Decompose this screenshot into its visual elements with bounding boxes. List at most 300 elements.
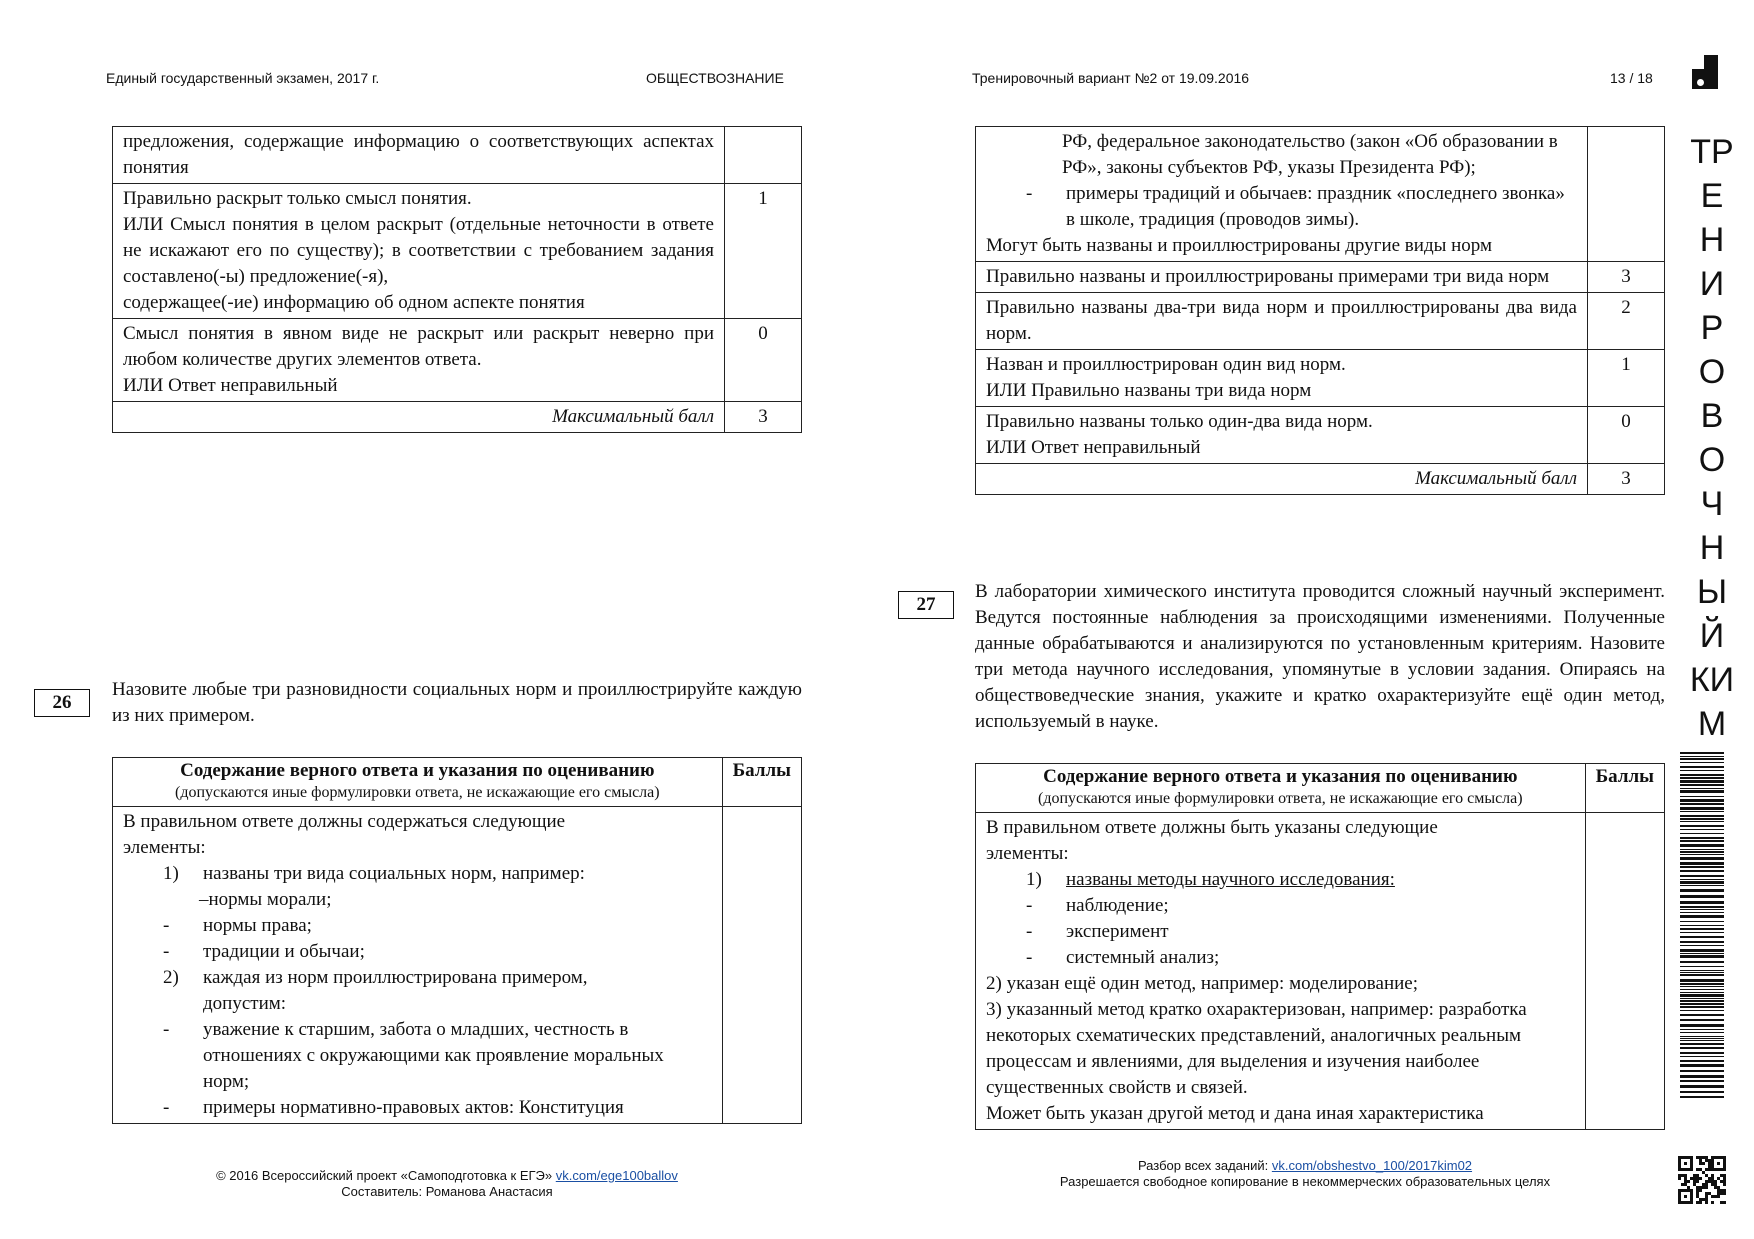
qr-module [1699,1162,1702,1165]
barcode-bar [1680,1091,1724,1093]
barcode-bar [1680,1010,1724,1011]
qr-module [1684,1180,1687,1183]
barcode-bar [1680,1014,1724,1016]
qr-module [1678,1195,1681,1198]
qr-module [1720,1180,1723,1183]
points-cell [725,127,802,184]
qr-module [1711,1195,1714,1198]
qr-module [1714,1168,1717,1171]
analysis-link[interactable]: vk.com/obshestvo_100/2017kim02 [1271,1158,1473,1173]
barcode-bar [1680,1075,1724,1078]
qr-module [1723,1189,1726,1192]
side-watermark-text [1677,130,1747,746]
qr-module [1693,1183,1696,1186]
qr-module [1699,1156,1702,1159]
qr-module [1723,1183,1726,1186]
qr-module [1690,1195,1693,1198]
qr-module [1690,1162,1693,1165]
qr-module [1696,1168,1699,1171]
barcode-bar [1680,921,1724,922]
qr-module [1723,1156,1726,1159]
barcode-bar [1680,1047,1724,1049]
scoring-table-26 [112,757,802,1124]
qr-module [1714,1195,1717,1198]
qr-code-icon [1678,1156,1726,1204]
qr-module [1678,1174,1681,1177]
answer-content-cell [113,807,723,1124]
criteria-cell [113,319,725,402]
qr-module [1687,1201,1690,1204]
qr-module [1696,1195,1699,1198]
answer-intro: В правильном ответе должны быть указаны следующие элементы: [986,817,1438,864]
subject-title: ОБЩЕСТВОЗНАНИЕ [646,70,784,86]
barcode-bar [1680,849,1724,850]
qr-module [1699,1198,1702,1201]
qr-module [1687,1180,1690,1183]
qr-module [1714,1180,1717,1183]
qr-module [1711,1159,1714,1162]
list-item: 2) указан ещё один метод, например: моделирование; [986,973,1418,994]
qr-module [1681,1201,1684,1204]
qr-module [1723,1168,1726,1171]
note-line: Может быть указан другой метод и дана иная характеристика [986,1103,1484,1124]
qr-module [1717,1156,1720,1159]
barcode-bar [1680,770,1724,771]
side-letter: КИ [1689,661,1735,699]
qr-module [1702,1186,1705,1189]
max-score-label: Максимальный балл [113,402,725,433]
qr-module [1705,1192,1708,1195]
barcode-bar [1680,972,1724,973]
qr-module [1690,1192,1693,1195]
barcode-bar [1680,909,1724,910]
barcode-bar [1680,799,1724,802]
qr-module [1687,1186,1690,1189]
side-letter: О [1698,353,1726,391]
header-sub: (допускаются иные формулировки ответа, не искажающие его смысла) [1038,790,1523,807]
barcode-bar [1680,875,1724,877]
points-header: Баллы [722,758,801,807]
barcode-bar [1680,970,1724,971]
criteria-line: Правильно названы только один-два вида норм. [986,411,1373,432]
points-cell: 0 [725,319,802,402]
barcode-bar [1680,915,1724,918]
points-cell: 1 [725,184,802,319]
criteria-line: Смысл понятия в явном виде не раскрыт или раскрыт неверно при любом количестве других элементов ответа. [123,323,714,370]
qr-module [1681,1156,1684,1159]
scoring-table-27 [975,763,1665,1130]
qr-module [1705,1174,1708,1177]
qr-module [1720,1192,1723,1195]
qr-module [1696,1189,1699,1192]
qr-module [1678,1156,1681,1159]
qr-module [1690,1198,1693,1201]
qr-module [1702,1162,1705,1165]
qr-module [1723,1174,1726,1177]
qr-module [1687,1156,1690,1159]
qr-module [1714,1186,1717,1189]
table-header [113,758,723,807]
qr-module [1714,1183,1717,1186]
barcode-bar [1680,953,1724,954]
barcode-bar [1680,906,1724,908]
list-item: 1) названы методы научного исследования: [1026,869,1395,890]
points-cell: 0 [1588,407,1665,464]
barcode-bar [1680,840,1724,842]
qr-module [1693,1177,1696,1180]
qr-module [1699,1201,1702,1204]
qr-module [1705,1195,1708,1198]
barcode-bar [1680,998,1724,999]
qr-module [1708,1180,1711,1183]
qr-module [1717,1177,1720,1180]
barcode-bar [1680,844,1724,847]
max-score-label: Максимальный балл [976,464,1588,495]
qr-module [1717,1168,1720,1171]
qr-module [1684,1156,1687,1159]
qr-module [1708,1162,1711,1165]
side-letter: ТР [1690,133,1734,171]
barcode-bar [1680,928,1724,930]
qr-module [1702,1171,1705,1174]
qr-module [1690,1189,1693,1192]
criteria-line: содержащее(-ие) информацию об одном аспекте понятия [123,292,585,313]
footer-left [112,1168,782,1200]
table-header [976,764,1586,813]
qr-module [1711,1180,1714,1183]
task-number-27: 27 [898,591,954,619]
barcode-bar [1680,752,1724,754]
author-text: Составитель: Романова Анастасия [341,1184,553,1199]
barcode-bar [1680,756,1724,757]
barcode-bar [1680,885,1724,886]
qr-module [1714,1156,1717,1159]
answer-intro: В правильном ответе должны содержаться следующие элементы: [123,811,566,858]
list-item: - эксперимент [1026,921,1169,942]
qr-module [1711,1183,1714,1186]
barcode-bar [1680,1080,1724,1082]
barcode-bar [1680,811,1724,812]
side-letter: В [1700,397,1724,435]
qr-module [1696,1201,1699,1204]
qr-module [1723,1165,1726,1168]
qr-module [1705,1156,1708,1159]
qr-module [1681,1189,1684,1192]
barcode-bar [1680,936,1724,938]
task-26-text: Назовите любые три разновидности социальных норм и проиллюстрируйте каждую из них примером. [112,679,802,726]
qr-module [1702,1156,1705,1159]
criteria-cell: Правильно названы и проиллюстрированы примерами три вида норм [976,262,1588,293]
points-cell: 2 [1588,293,1665,350]
qr-module [1705,1180,1708,1183]
barcode-bar [1680,851,1724,853]
qr-module [1699,1168,1702,1171]
barcode-bar [1680,774,1724,776]
criteria-line: ИЛИ Ответ неправильный [986,437,1201,458]
qr-module [1690,1165,1693,1168]
side-letter: Р [1700,309,1724,347]
qr-module [1711,1165,1714,1168]
barcode-bar [1680,1006,1724,1008]
side-letter: Ч [1700,485,1724,523]
list-item: - традиции и обычаи; [163,941,365,962]
barcode-bar [1680,1056,1724,1057]
barcode-bar [1680,1070,1724,1072]
barcode-bar [1680,994,1724,997]
points-cell [1585,813,1664,1130]
qr-module [1720,1168,1723,1171]
copyright-text: © 2016 Всероссийский проект «Самоподготовка к ЕГЭ» [216,1168,553,1183]
barcode-bar [1680,961,1724,963]
qr-module [1678,1168,1681,1171]
barcode-bar [1680,766,1724,768]
criteria-cell [976,407,1588,464]
barcode-bar [1680,862,1724,865]
points-cell: 1 [1588,350,1665,407]
qr-module [1708,1165,1711,1168]
qr-module [1702,1183,1705,1186]
footer-right [975,1158,1635,1190]
barcode-bar [1680,777,1724,779]
list-item: 2) каждая из норм проиллюстрирована примером, допустим: [163,967,588,1014]
list-item: 1) названы три вида социальных норм, например: [163,863,585,884]
qr-module [1693,1180,1696,1183]
qr-module [1702,1198,1705,1201]
corner-mark-icon [1692,55,1718,89]
criteria-cell [113,184,725,319]
points-cell [1588,127,1665,262]
qr-module [1717,1186,1720,1189]
barcode-bar [1680,955,1724,958]
barcode-bar [1680,1096,1724,1098]
qr-module [1678,1165,1681,1168]
criteria-line: Правильно раскрыт только смысл понятия. [123,188,472,209]
barcode-bar [1680,821,1724,822]
qr-module [1723,1201,1726,1204]
side-letter: Ы [1696,573,1728,611]
qr-module [1684,1162,1687,1165]
barcode-bar [1680,912,1724,913]
barcode-bar [1680,758,1724,760]
side-letter: О [1698,441,1726,479]
barcode-bar [1680,1040,1724,1041]
qr-module [1717,1195,1720,1198]
qr-module [1684,1174,1687,1177]
points-cell [722,807,801,1124]
scoring-table-25-continued [112,126,802,433]
max-score-value: 3 [725,402,802,433]
qr-module [1684,1177,1687,1180]
qr-module [1678,1177,1681,1180]
barcode-bar [1680,1036,1724,1037]
qr-module [1699,1177,1702,1180]
criteria-cell: предложения, содержащие информацию о соответствующих аспектах понятия [113,127,725,184]
qr-module [1684,1195,1687,1198]
barcode-bar [1680,780,1724,783]
list-item: РФ, федеральное законодательство (закон «Об образовании в РФ», законы субъектов РФ, указы Президента РФ); [1062,131,1558,178]
barcode-bar [1680,1043,1724,1045]
qr-module [1684,1168,1687,1171]
qr-module [1696,1174,1699,1177]
barcode-bar [1680,1052,1724,1054]
barcode-bar [1680,833,1724,834]
qr-module [1705,1159,1708,1162]
barcode-bar [1680,879,1724,880]
list-item: - примеры нормативно-правовых актов: Конституция [163,1097,624,1118]
criteria-line: ИЛИ Правильно названы три вида норм [986,380,1312,401]
side-letter: Е [1700,177,1724,215]
qr-module [1717,1189,1720,1192]
barcode-bar [1680,829,1724,830]
barcode-bar [1680,989,1724,990]
barcode-bar [1680,925,1724,926]
task-number-26: 26 [34,689,90,717]
qr-module [1711,1174,1714,1177]
barcode-bar [1680,790,1724,793]
barcode-icon [1680,752,1724,1102]
barcode-bar [1680,796,1724,797]
qr-module [1720,1156,1723,1159]
scoring-table-26-continued [975,126,1665,495]
qr-module [1705,1168,1708,1171]
barcode-bar [1680,803,1724,805]
qr-module [1720,1201,1723,1204]
qr-module [1684,1183,1687,1186]
barcode-bar [1680,1064,1724,1067]
barcode-bar [1680,1019,1724,1021]
qr-module [1711,1201,1714,1204]
qr-module [1705,1201,1708,1204]
qr-module [1681,1174,1684,1177]
qr-module [1708,1168,1711,1171]
header-main: Содержание верного ответа и указания по оцениванию [180,760,655,781]
criteria-cell [976,350,1588,407]
qr-module [1699,1186,1702,1189]
qr-module [1708,1159,1711,1162]
side-letter: И [1699,265,1725,303]
barcode-bar [1680,815,1724,817]
barcode-bar [1680,881,1724,884]
exam-title: Единый государственный экзамен, 2017 г. [106,70,380,86]
qr-module [1723,1180,1726,1183]
qr-module [1717,1162,1720,1165]
qr-module [1699,1159,1702,1162]
license-text: Разрешается свободное копирование в некоммерческих образовательных целях [1059,1174,1551,1189]
qr-module [1696,1156,1699,1159]
side-letter: Н [1699,529,1725,567]
list-item: –нормы морали; [199,889,332,910]
list-item: - уважение к старшим, забота о младших, честность в отношениях с окружающими как проявление моральных норм; [163,1019,664,1092]
barcode-bar [1680,1000,1724,1002]
list-item: - примеры традиций и обычаев: праздник «последнего звонка» в школе, традиция (проводов зимы). [1026,183,1565,230]
variant-title: Тренировочный вариант №2 от 19.09.2016 [972,70,1250,86]
barcode-bar [1680,857,1724,860]
barcode-bar [1680,825,1724,827]
qr-module [1678,1198,1681,1201]
criteria-line: ИЛИ Ответ неправильный [123,375,338,396]
qr-module [1717,1192,1720,1195]
qr-module [1690,1156,1693,1159]
barcode-bar [1680,949,1724,952]
side-letter: Й [1699,617,1725,655]
qr-module [1705,1198,1708,1201]
qr-module [1723,1192,1726,1195]
list-item: 3) указанный метод кратко охарактеризован, например: разработка некоторых схематических представлений, аналогичных реальным процессам и явлениями, для выделения и изучения наиболее существенных свойств и связей. [986,999,1527,1098]
points-cell: 3 [1588,262,1665,293]
qr-module [1690,1159,1693,1162]
barcode-bar [1680,784,1724,786]
header-sub: (допускаются иные формулировки ответа, не искажающие его смысла) [175,784,660,801]
project-link[interactable]: vk.com/ege100ballov [555,1168,678,1183]
barcode-bar [1680,1032,1724,1033]
barcode-bar [1680,1029,1724,1030]
barcode-bar [1680,901,1724,904]
barcode-bar [1680,788,1724,789]
barcode-bar [1680,1024,1724,1027]
list-item: - системный анализ; [1026,947,1220,968]
qr-module [1711,1177,1714,1180]
qr-module [1723,1177,1726,1180]
barcode-bar [1680,979,1724,982]
barcode-bar [1680,895,1724,898]
qr-module [1684,1189,1687,1192]
barcode-bar [1680,945,1724,946]
answer-content-cell [976,127,1588,262]
list-item: - наблюдение; [1026,895,1169,916]
barcode-bar [1680,941,1724,943]
qr-module [1720,1189,1723,1192]
qr-module [1687,1189,1690,1192]
qr-module [1678,1192,1681,1195]
barcode-bar [1680,1085,1724,1088]
barcode-bar [1680,974,1724,976]
barcode-bar [1680,966,1724,967]
qr-module [1723,1159,1726,1162]
qr-module [1681,1183,1684,1186]
qr-module [1678,1189,1681,1192]
qr-module [1723,1162,1726,1165]
criteria-line: Назван и проиллюстрирован один вид норм. [986,354,1346,375]
barcode-bar [1680,986,1724,987]
page-number: 13 / 18 [1610,70,1653,86]
barcode-bar [1680,854,1724,855]
barcode-bar [1680,866,1724,868]
criteria-cell: Правильно названы два-три вида норм и проиллюстрированы два вида норм. [976,293,1588,350]
criteria-line: ИЛИ Смысл понятия в целом раскрыт (отдельные неточности в ответе не искажают его по существу); в соответствии с требованием задания составлено(-ы) предложение(-я), [123,214,714,287]
qr-module [1711,1162,1714,1165]
barcode-bar [1680,1038,1724,1039]
qr-module [1696,1186,1699,1189]
barcode-bar [1680,807,1724,810]
barcode-bar [1680,762,1724,763]
qr-module [1708,1192,1711,1195]
barcode-bar [1680,870,1724,872]
qr-module [1690,1201,1693,1204]
qr-module [1705,1186,1708,1189]
qr-module [1711,1156,1714,1159]
analysis-label: Разбор всех заданий: [1137,1158,1269,1173]
qr-module [1705,1183,1708,1186]
barcode-bar [1680,1003,1724,1005]
barcode-bar [1680,889,1724,892]
side-letter: М [1697,705,1727,743]
qr-module [1690,1168,1693,1171]
qr-module [1708,1177,1711,1180]
barcode-bar [1680,1060,1724,1062]
list-item: - нормы права; [163,915,312,936]
barcode-bar [1680,932,1724,933]
qr-module [1696,1180,1699,1183]
